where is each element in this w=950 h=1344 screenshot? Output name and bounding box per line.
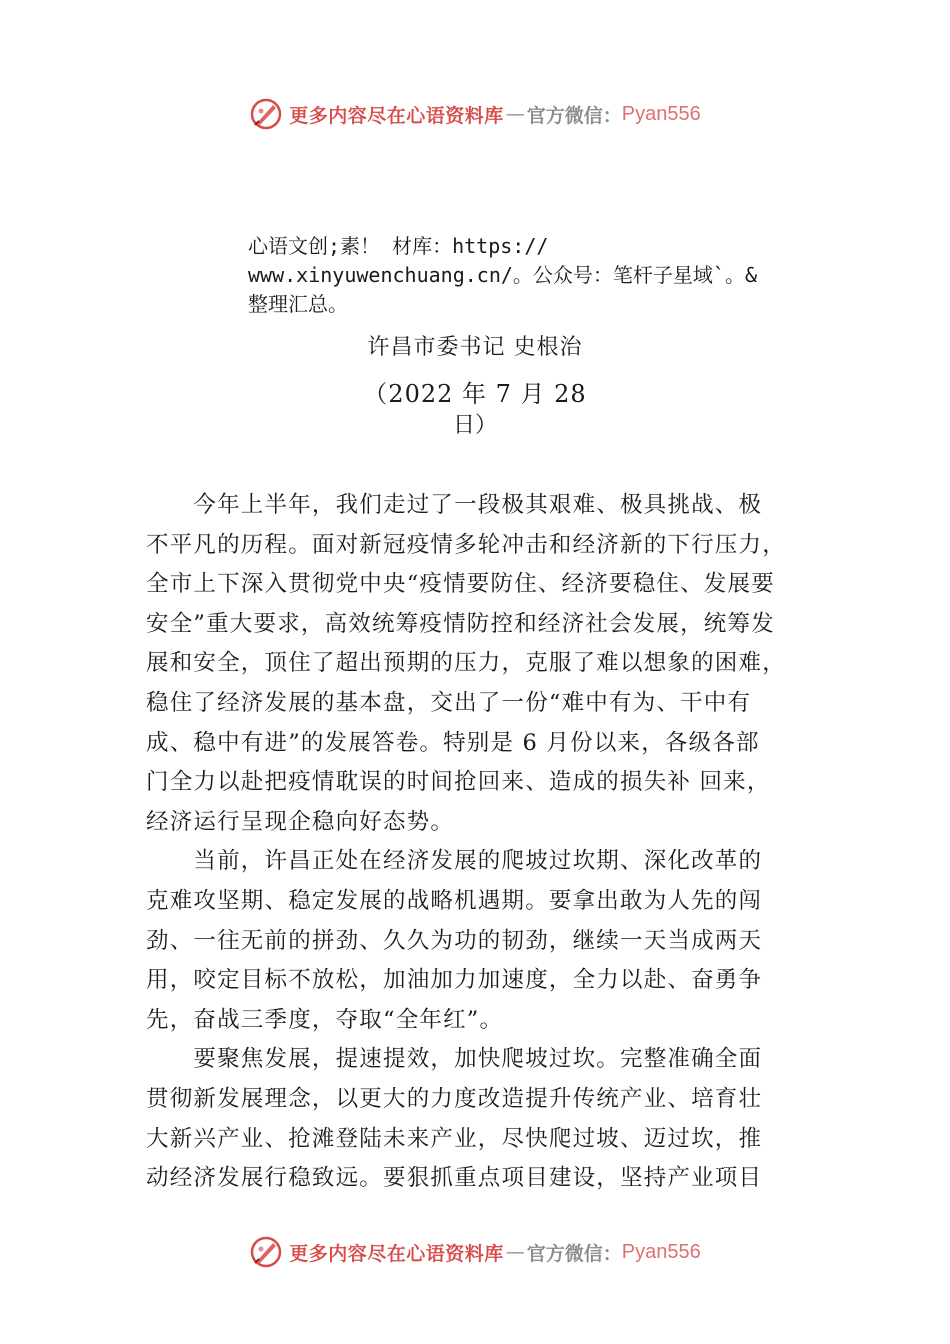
banner-separator: — — [505, 103, 525, 125]
banner-separator: — — [505, 1241, 525, 1263]
body-line: 当前，许昌正处在经济发展的爬坡过坎期、深化改革的 — [146, 848, 763, 875]
body-line: 克难攻坚期、稳定发展的战略机遇期。要拿出敢为人先的闯 — [146, 887, 763, 914]
author-line: 许昌市委书记 史根治 — [367, 335, 583, 360]
body-line: 展和安全，顶住了超出预期的压力，克服了难以想象的困难， — [146, 650, 786, 677]
body-line: 门全力以赴把疫情耽误的时间抢回来、造成的损失补 回来， — [146, 769, 771, 796]
article-body — [146, 486, 836, 1199]
body-line: 全市上下深入贯彻党中央“疫情要防住、经济要稳住、发展要 — [146, 571, 775, 598]
banner-wechat-label: 官方微信： — [526, 1242, 622, 1265]
body-line: 动经济发展行稳致远。要狠抓重点项目建设，坚持产业项目 — [146, 1165, 763, 1192]
banner-main-text: 更多内容尽在心语资料库 — [289, 1242, 504, 1265]
body-line: 劲、一往无前的拼劲、久久为功的韧劲，继续一天当成两天 — [146, 927, 763, 954]
banner-main-text: 更多内容尽在心语资料库 — [289, 104, 504, 127]
banner-wechat-label: 官方微信： — [526, 104, 622, 127]
body-line: 今年上半年，我们走过了一段极其艰难、极具挑战、极 — [146, 492, 763, 518]
quill-logo-icon — [249, 1235, 283, 1269]
body-line: 经济运行呈现企稳向好态势。 — [146, 808, 455, 835]
body-line: 大新兴产业、抢滩登陆未来产业，尽快爬过坡、迈过坎，推 — [146, 1125, 763, 1152]
source-note-line: 心语文创;素！ 材库：https:// — [248, 234, 549, 258]
source-note — [248, 232, 848, 319]
quill-logo-icon — [249, 97, 283, 131]
source-note-line: www.xinyuwenchuang.cn/。公众号：笔杆子星域`。& — [248, 263, 757, 287]
footer-banner — [0, 1234, 950, 1270]
body-line: 先，奋战三季度，夺取“全年红”。 — [146, 1006, 504, 1033]
body-line: 不平凡的历程。面对新冠疫情多轮冲击和经济新的下行压力， — [146, 531, 786, 558]
body-line: 安全”重大要求，高效统筹疫情防控和经济社会发展，统筹发 — [146, 610, 775, 637]
body-line: 要聚焦发展，提速提效，加快爬坡过坎。完整准确全面 — [146, 1046, 763, 1073]
source-note-line: 整理汇总。 — [248, 292, 348, 316]
body-line: 用，咬定目标不放松，加油加力加速度，全力以赴、奋勇争 — [146, 967, 763, 994]
banner-wechat-account: Pyan556 — [621, 102, 701, 125]
body-line: 稳住了经济发展的基本盘，交出了一份“难中有为、干中有 — [146, 689, 752, 716]
date-line: （2022 年 7 月 28 — [363, 380, 587, 408]
date-line-continued: 日） — [452, 413, 497, 438]
body-line: 成、稳中有进”的发展答卷。特别是 6 月份以来，各级各部 — [146, 729, 760, 756]
body-line: 贯彻新发展理念，以更大的力度改造提升传统产业、培育壮 — [146, 1085, 763, 1112]
banner-wechat-account: Pyan556 — [621, 1240, 701, 1263]
header-banner — [0, 96, 950, 132]
